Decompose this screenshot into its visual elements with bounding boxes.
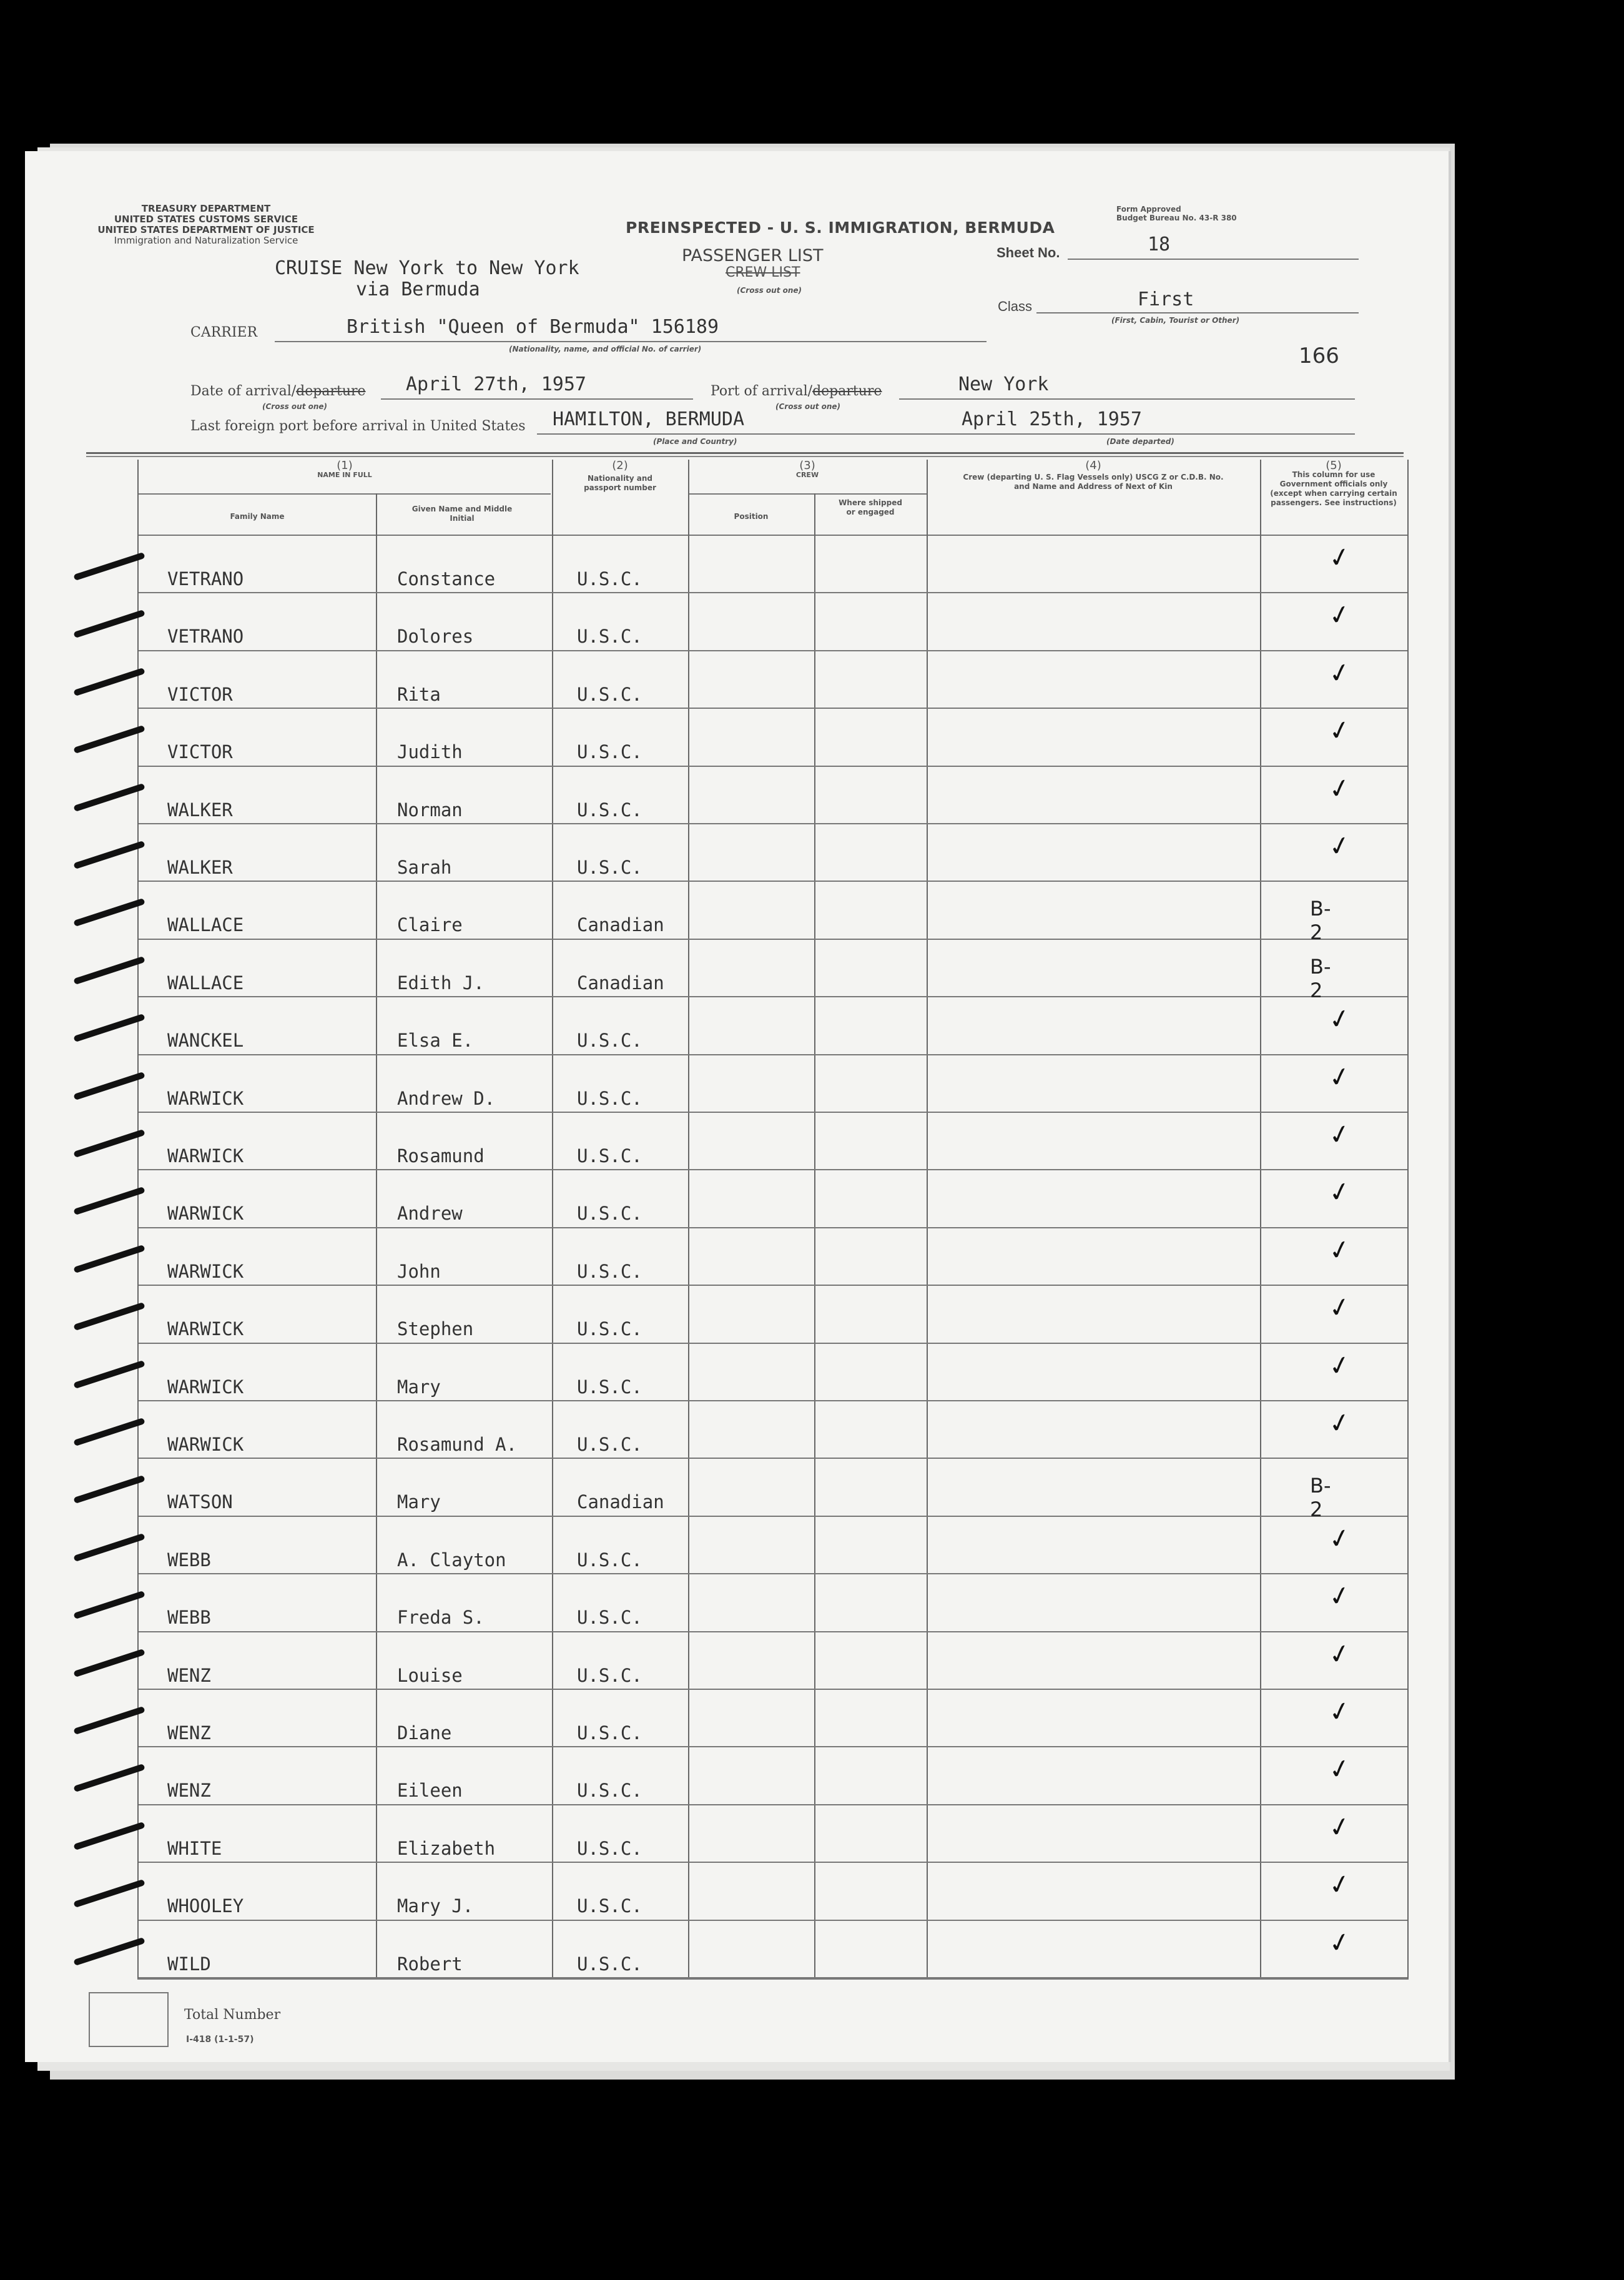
port-note: (Cross out one) [775, 402, 841, 411]
table-left-border [137, 460, 139, 1978]
nationality-cell: Canadian [577, 1491, 664, 1513]
row-rule [139, 1862, 1407, 1863]
checkmark-icon: ✓ [1326, 1636, 1354, 1671]
table-header-rule [139, 535, 1407, 536]
family-name-cell: WALKER [167, 799, 233, 821]
checkmark-icon: ✓ [1326, 598, 1354, 633]
preinspected-stamp: PREINSPECTED - U. S. IMMIGRATION, BERMUDA [626, 219, 1055, 237]
nationality-cell: U.S.C. [577, 1434, 642, 1455]
family-name-cell: VICTOR [167, 683, 233, 705]
last-port-label: Last foreign port before arrival in United States [190, 418, 526, 434]
given-name-cell: Stephen [397, 1318, 474, 1340]
given-name-cell: John [397, 1260, 441, 1282]
row-rule [139, 1169, 1407, 1170]
cross-out-note: (Cross out one) [737, 286, 802, 295]
class-label: Class [998, 299, 1033, 314]
carrier-value: British "Queen of Bermuda" 156189 [347, 316, 719, 338]
last-port-value: HAMILTON, BERMUDA [553, 408, 745, 430]
checkmark-icon: ✓ [1326, 1579, 1354, 1614]
row-rule [139, 1227, 1407, 1228]
row-rule [139, 766, 1407, 767]
col5-number: (5) [1326, 459, 1342, 472]
given-name-cell: Eileen [397, 1780, 463, 1802]
family-name-cell: WALLACE [167, 972, 244, 994]
given-heading: Given Name and Middle Initial [411, 505, 513, 523]
form-approved: Form Approved [1116, 205, 1181, 214]
agency-line: Immigration and Naturalization Service [114, 235, 298, 246]
arrival-label [190, 383, 366, 399]
nationality-cell: U.S.C. [577, 1376, 642, 1398]
nationality-cell: U.S.C. [577, 1722, 642, 1744]
given-name-cell: Louise [397, 1664, 463, 1686]
family-name-cell: WARWICK [167, 1260, 244, 1282]
checkmark-icon: ✓ [1326, 1002, 1354, 1037]
checkmark-icon: ✓ [1326, 1059, 1354, 1094]
col-divider [688, 460, 689, 1978]
shipped-heading: Where shipped or engaged [839, 498, 902, 516]
visa-class-note: B-2 [1310, 954, 1331, 1002]
last-port-underline [537, 433, 1355, 435]
last-port-note: (Place and Country) [653, 437, 737, 446]
nationality-cell: U.S.C. [577, 1607, 642, 1629]
family-name-cell: WANCKEL [167, 1030, 244, 1052]
given-name-cell: Dolores [397, 626, 474, 648]
class-note: (First, Cabin, Tourist or Other) [1111, 316, 1240, 325]
checkmark-icon: ✓ [1326, 1867, 1354, 1902]
nationality-cell: U.S.C. [577, 1953, 642, 1975]
checkmark-icon: ✓ [1326, 1752, 1354, 1787]
nationality-cell: U.S.C. [577, 1203, 642, 1225]
col1-title: NAME IN FULL [317, 471, 372, 479]
col4-number: (4) [1085, 459, 1101, 472]
given-name-cell: Rosamund [397, 1145, 485, 1167]
nationality-cell: U.S.C. [577, 1664, 642, 1686]
row-rule [139, 1458, 1407, 1459]
checkmark-icon: ✓ [1326, 655, 1354, 690]
family-name-cell: VICTOR [167, 741, 233, 763]
col1-heading [139, 461, 551, 480]
row-rule [139, 1054, 1407, 1055]
header-rule [86, 456, 1404, 457]
col2-title: Nationality and passport number [584, 474, 656, 492]
nationality-cell: U.S.C. [577, 857, 642, 878]
agency-line: TREASURY DEPARTMENT [141, 203, 271, 214]
cruise-via: via Bermuda [356, 279, 480, 300]
family-name-cell: WENZ [167, 1780, 211, 1802]
row-rule [139, 1285, 1407, 1286]
checkmark-icon: ✓ [1326, 1925, 1354, 1960]
checkmark-icon: ✓ [1326, 1232, 1354, 1267]
nationality-cell: U.S.C. [577, 1895, 642, 1917]
visa-class-note: B-2 [1310, 1474, 1331, 1522]
family-name-cell: WEBB [167, 1549, 211, 1571]
port-value: New York [958, 373, 1049, 395]
nationality-cell: U.S.C. [577, 1145, 642, 1167]
table-right-border [1407, 460, 1409, 1978]
family-name-cell: WENZ [167, 1664, 211, 1686]
row-rule [139, 881, 1407, 882]
family-name-cell: WARWICK [167, 1203, 244, 1225]
port-label [711, 383, 882, 399]
given-name-cell: Mary J. [397, 1895, 474, 1917]
row-rule [139, 1746, 1407, 1747]
row-rule [139, 1573, 1407, 1574]
row-rule [139, 1689, 1407, 1690]
arrival-crossed: departure [296, 383, 366, 399]
family-name-cell: WARWICK [167, 1434, 244, 1455]
carrier-underline [275, 341, 987, 342]
given-name-cell: Mary [397, 1376, 441, 1398]
arrival-underline [381, 398, 693, 400]
nationality-cell: U.S.C. [577, 1318, 642, 1340]
col2-heading [552, 461, 688, 493]
col-divider [927, 460, 928, 1978]
family-name-cell: WARWICK [167, 1318, 244, 1340]
row-rule [139, 592, 1407, 593]
given-name-cell: Edith J. [397, 972, 485, 994]
row-rule [139, 1631, 1407, 1632]
row-rule [139, 708, 1407, 709]
checkmark-icon: ✓ [1326, 1348, 1354, 1383]
sheet-underline [1068, 259, 1359, 260]
col-divider [814, 493, 815, 1978]
given-name-cell: Norman [397, 799, 463, 821]
col-divider [552, 460, 553, 1978]
position-heading: Position [734, 512, 769, 521]
row-rule [139, 1400, 1407, 1401]
col1-number: (1) [337, 459, 353, 472]
nationality-cell: U.S.C. [577, 568, 642, 590]
page-number: 166 [1299, 343, 1339, 368]
family-name-cell: WALLACE [167, 914, 244, 936]
given-name-cell: Mary [397, 1491, 441, 1513]
nationality-cell: Canadian [577, 972, 664, 994]
checkmark-icon: ✓ [1326, 771, 1354, 806]
agency-line: UNITED STATES CUSTOMS SERVICE [114, 214, 298, 225]
carrier-note: (Nationality, name, and official No. of carrier) [509, 345, 702, 353]
family-name-cell: WILD [167, 1953, 211, 1975]
nationality-cell: U.S.C. [577, 1030, 642, 1052]
checkmark-icon: ✓ [1326, 1694, 1354, 1729]
col4-title: Crew (departing U. S. Flag Vessels only) USCG Z or C.D.B. No. and Name and Address of Next of Kin [963, 473, 1224, 491]
family-name-cell: WHOOLEY [167, 1895, 244, 1917]
family-name-cell: WATSON [167, 1491, 233, 1513]
given-name-cell: Elsa E. [397, 1030, 474, 1052]
checkmark-icon: ✓ [1326, 713, 1354, 748]
checkmark-icon: ✓ [1326, 540, 1354, 575]
header-rule [86, 452, 1404, 454]
row-rule [139, 1343, 1407, 1344]
given-name-cell: Judith [397, 741, 463, 763]
nationality-cell: U.S.C. [577, 1260, 642, 1282]
given-name-cell: Rosamund A. [397, 1434, 518, 1455]
port-underline [899, 398, 1355, 400]
row-rule [139, 1112, 1407, 1113]
checkmark-icon: ✓ [1326, 1290, 1354, 1325]
agency-block [81, 204, 331, 246]
form-number: I-418 (1-1-57) [186, 2035, 254, 2045]
row-rule [139, 823, 1407, 824]
nationality-cell: U.S.C. [577, 1087, 642, 1109]
subhead-rule [139, 493, 551, 495]
family-name-cell: VETRANO [167, 568, 244, 590]
family-name-cell: WHITE [167, 1837, 222, 1859]
carrier-label: CARRIER [190, 325, 258, 340]
family-name-cell: WENZ [167, 1722, 211, 1744]
given-name-cell: Freda S. [397, 1607, 485, 1629]
family-heading: Family Name [230, 512, 285, 521]
row-rule [139, 1920, 1407, 1921]
sheet-label: Sheet No. [997, 245, 1060, 260]
list-title-crossed: CREW LIST [726, 265, 800, 280]
col3-number: (3) [799, 459, 815, 472]
col-divider [376, 493, 377, 1978]
nationality-cell: U.S.C. [577, 1780, 642, 1802]
family-name-cell: WEBB [167, 1607, 211, 1629]
family-name-cell: WARWICK [167, 1087, 244, 1109]
given-name-cell: Andrew [397, 1203, 463, 1225]
agency-line: UNITED STATES DEPARTMENT OF JUSTICE [97, 224, 315, 235]
checkmark-icon: ✓ [1326, 1117, 1354, 1152]
arrival-note: (Cross out one) [262, 402, 328, 411]
given-name-cell: Claire [397, 914, 463, 936]
row-rule [139, 1804, 1407, 1805]
given-name-cell: Rita [397, 683, 441, 705]
col4-heading [927, 461, 1260, 491]
checkmark-icon: ✓ [1326, 828, 1354, 864]
family-name-cell: VETRANO [167, 626, 244, 648]
arrival-label-text: Date of arrival/ [190, 383, 297, 399]
total-box [89, 1992, 169, 2047]
nationality-cell: U.S.C. [577, 1549, 642, 1571]
given-name-cell: Constance [397, 568, 496, 590]
row-rule [139, 939, 1407, 940]
visa-class-note: B-2 [1310, 897, 1331, 945]
sheet-number: 18 [1148, 234, 1171, 255]
checkmark-icon: ✓ [1326, 1809, 1354, 1844]
nationality-cell: U.S.C. [577, 683, 642, 705]
port-label-text: Port of arrival/ [711, 383, 813, 399]
col3-title: CREW [795, 471, 819, 479]
col5-heading [1260, 461, 1407, 508]
checkmark-icon: ✓ [1326, 1405, 1354, 1441]
nationality-cell: U.S.C. [577, 626, 642, 648]
nationality-cell: U.S.C. [577, 741, 642, 763]
port-crossed: departure [812, 383, 882, 399]
departed-note: (Date departed) [1106, 437, 1174, 446]
departed-value: April 25th, 1957 [962, 408, 1142, 430]
checkmark-icon: ✓ [1326, 1521, 1354, 1556]
col3-heading [688, 461, 927, 480]
total-label: Total Number [184, 2007, 281, 2023]
subhead-rule [688, 493, 927, 495]
col5-title: This column for use Government officials only (except when carrying certain passengers. See instructions) [1270, 470, 1397, 507]
class-underline [1036, 312, 1359, 313]
row-rule [139, 996, 1407, 997]
given-name-cell: Andrew D. [397, 1087, 496, 1109]
given-name-cell: A. Clayton [397, 1549, 506, 1571]
family-name-cell: WARWICK [167, 1145, 244, 1167]
table-bottom-rule [137, 1978, 1409, 1980]
budget-bureau: Budget Bureau No. 43-R 380 [1116, 214, 1237, 222]
col2-number: (2) [612, 459, 628, 472]
row-rule [139, 1977, 1407, 1978]
row-rule [139, 1516, 1407, 1517]
nationality-cell: U.S.C. [577, 799, 642, 821]
given-name-cell: Diane [397, 1722, 452, 1744]
row-rule [139, 650, 1407, 651]
family-name-cell: WALKER [167, 857, 233, 878]
arrival-value: April 27th, 1957 [406, 373, 586, 395]
family-name-cell: WARWICK [167, 1376, 244, 1398]
given-name-cell: Robert [397, 1953, 463, 1975]
checkmark-icon: ✓ [1326, 1175, 1354, 1210]
given-name-cell: Elizabeth [397, 1837, 496, 1859]
given-name-cell: Sarah [397, 857, 452, 878]
nationality-cell: Canadian [577, 914, 664, 936]
class-value: First [1138, 289, 1194, 310]
nationality-cell: U.S.C. [577, 1837, 642, 1859]
list-title: PASSENGER LIST [682, 246, 824, 265]
cruise-line: CRUISE New York to New York [275, 257, 579, 279]
col-divider [1260, 460, 1261, 1978]
